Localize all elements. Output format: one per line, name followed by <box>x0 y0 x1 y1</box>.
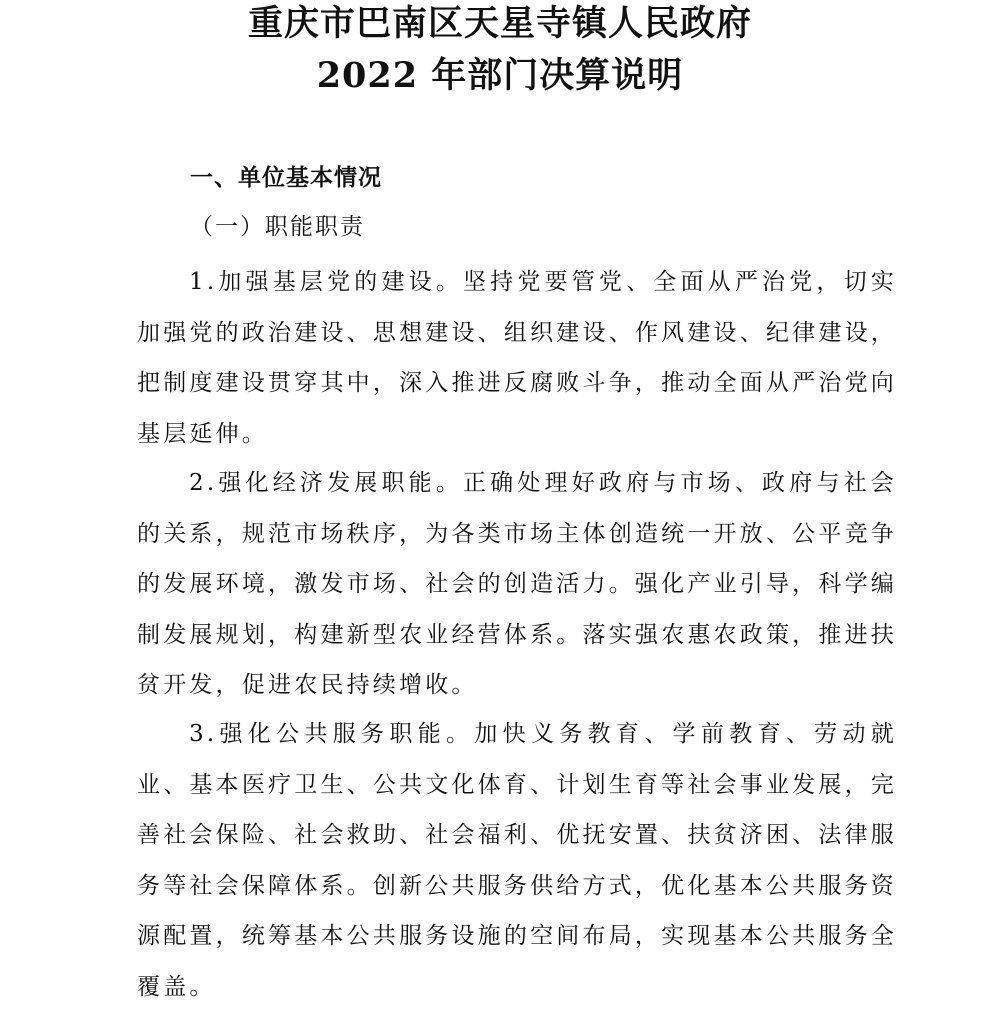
section-heading: 一、单位基本情况 <box>190 165 382 191</box>
paragraph-public-services: 3.强化公共服务职能。加快义务教育、学前教育、劳动就业、基本医疗卫生、公共文化体育、计划生育等社会事业发展，完善社会保险、社会救助、社会福利、优抚安置、扶贫济困、法律服务等社会保障体系。创新公共服务供给方式，优化基本公共服务资源配置，统筹基本公共服务设施的空间布局，实现基本公共服务全覆盖。 <box>137 721 897 1000</box>
subsection-heading: （一）职能职责 <box>190 214 365 240</box>
paragraph-economic-development: 2.强化经济发展职能。正确处理好政府与市场、政府与社会的关系，规范市场秩序，为各类市场主体创造统一开放、公平竞争的发展环境，激发市场、社会的创造活力。强化产业引导，科学编制发展规划，构建新型农业经营体系。落实强农惠农政策，推进扶贫开发，促进农民持续增收。 <box>137 470 897 698</box>
document-title-line-2: 2022 年部门决算说明 <box>316 55 684 96</box>
paragraph-party-building: 1.加强基层党的建设。坚持党要管党、全面从严治党，切实加强党的政治建设、思想建设、组织建设、作风建设、纪律建设，把制度建设贯穿其中，深入推进反腐败斗争，推动全面从严治党向基层延伸。 <box>137 269 897 447</box>
document-title-line-1: 重庆市巴南区天星寺镇人民政府 <box>247 3 752 44</box>
